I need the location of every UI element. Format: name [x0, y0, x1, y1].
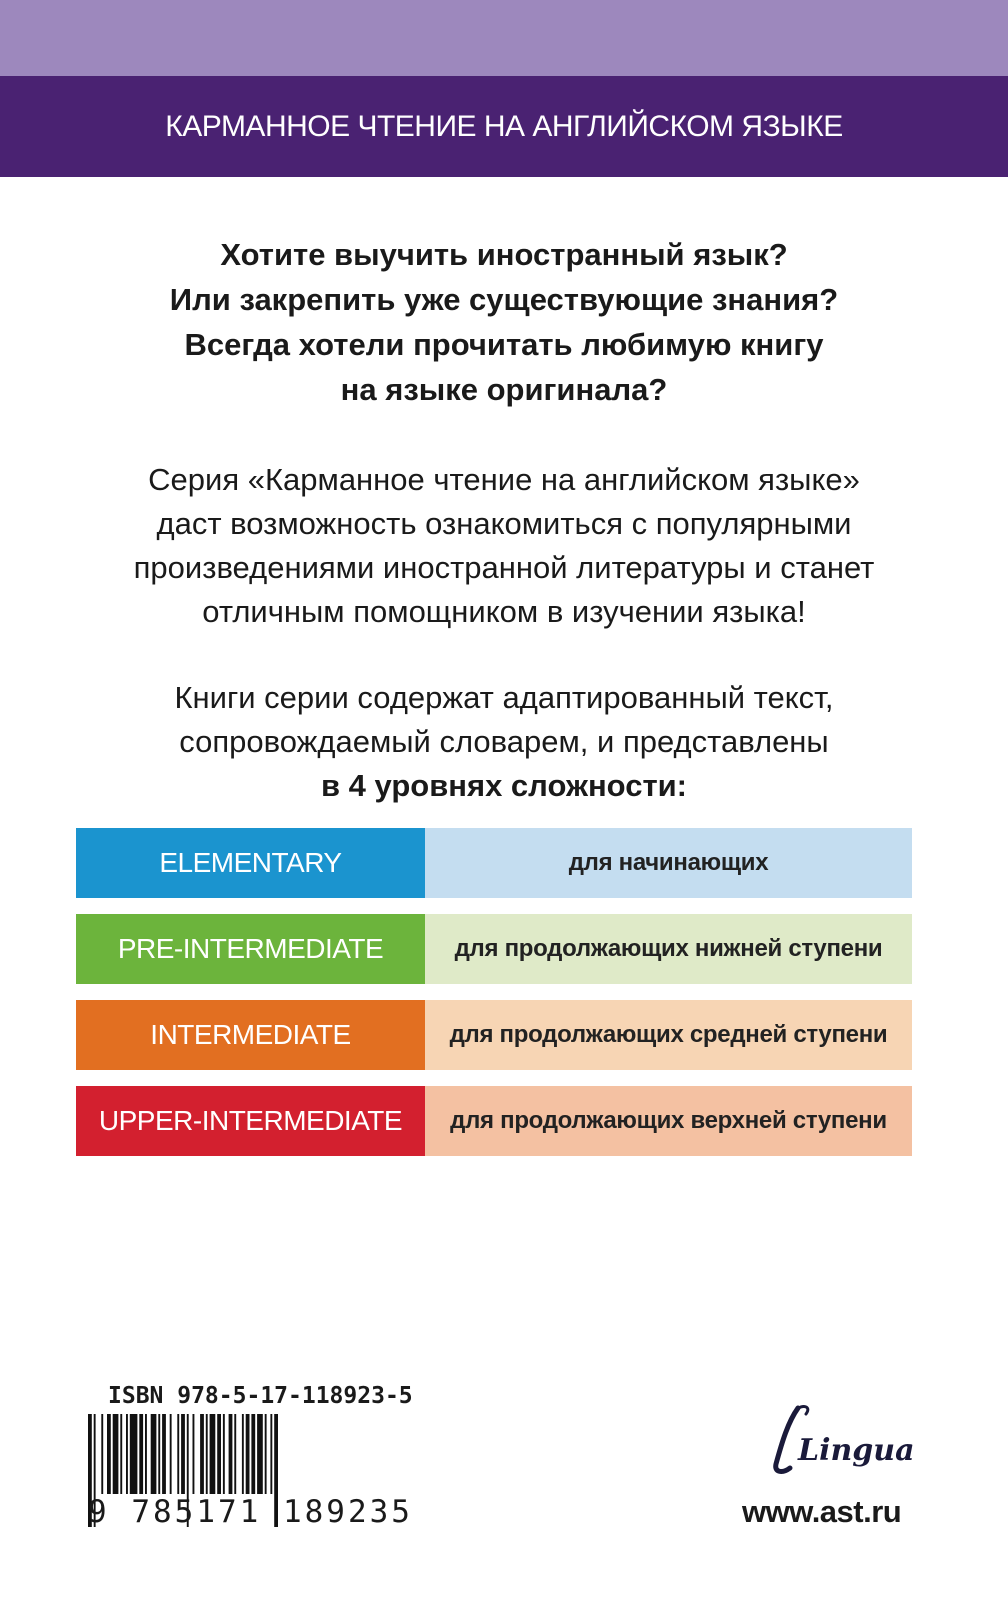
barcode-bar [130, 1414, 138, 1494]
barcode-bar [229, 1414, 233, 1494]
description-line: произведениями иностранной литературы и станет [133, 550, 875, 585]
description-line: Серия «Карманное чтение на английском языке» [148, 462, 860, 497]
question-line: на языке оригинала? [340, 372, 668, 407]
barcode-bar [113, 1414, 119, 1494]
question-line: Или закрепить уже существующие знания? [169, 282, 839, 317]
level-row-pre-intermediate [76, 914, 912, 984]
barcode-bar [210, 1414, 216, 1494]
level-description: для продолжающих средней ступени [425, 1000, 912, 1070]
barcode-bar [107, 1414, 111, 1494]
barcode-bar [242, 1414, 244, 1494]
publisher-logo [768, 1402, 915, 1482]
levels-table [76, 828, 912, 1172]
level-row-elementary [76, 828, 912, 898]
levels-intro [0, 676, 1008, 808]
barcode-bar [217, 1414, 221, 1494]
level-name: ELEMENTARY [76, 828, 425, 898]
barcode-bar [145, 1414, 147, 1494]
barcode-bar [120, 1414, 122, 1494]
barcode-bar [234, 1414, 236, 1494]
top-stripe [0, 0, 1008, 76]
levels-intro-line: сопровождаемый словарем, и представлены [179, 724, 829, 759]
level-description: для продолжающих нижней ступени [425, 914, 912, 984]
description-line: даст возможность ознакомиться с популярными [156, 506, 852, 541]
barcode-bar [193, 1414, 195, 1494]
level-description: для начинающих [425, 828, 912, 898]
barcode-bar [170, 1414, 172, 1494]
series-band [0, 76, 1008, 177]
barcode-bar [223, 1414, 225, 1494]
levels-intro-line: в 4 уровнях сложности: [320, 768, 688, 803]
series-title: КАРМАННОЕ ЧТЕНИЕ НА АНГЛИЙСКОМ ЯЗЫКЕ [165, 109, 843, 143]
description-line: отличным помощником в изучении языка! [202, 594, 806, 629]
barcode-bar [251, 1414, 255, 1494]
publisher-logo-text: Lingua [798, 1433, 915, 1468]
level-name: PRE-INTERMEDIATE [76, 914, 425, 984]
barcode-bar [162, 1414, 166, 1494]
barcode-bar [206, 1414, 208, 1494]
barcode-bar [257, 1414, 263, 1494]
barcode-bar [265, 1414, 267, 1494]
levels-intro-line: Книги серии содержат адаптированный текст, [174, 680, 834, 715]
question-line: Хотите выучить иностранный язык? [220, 237, 788, 272]
barcode-bar [139, 1414, 143, 1494]
barcode-bar [101, 1414, 103, 1494]
series-description [0, 458, 1008, 634]
barcode-bar [246, 1414, 250, 1494]
level-name: UPPER-INTERMEDIATE [76, 1086, 425, 1156]
isbn-number: ISBN 978-5-17-118923-5 [108, 1383, 413, 1409]
level-row-upper-intermediate [76, 1086, 912, 1156]
barcode-digits: 9 785171 189235 [88, 1494, 413, 1530]
barcode-bar [181, 1414, 185, 1494]
level-name: INTERMEDIATE [76, 1000, 425, 1070]
barcode-bar [270, 1414, 272, 1494]
barcode-bar [158, 1414, 160, 1494]
website-url: www.ast.ru [742, 1494, 902, 1529]
level-row-intermediate [76, 1000, 912, 1070]
level-description: для продолжающих верхней ступени [425, 1086, 912, 1156]
barcode-bar [177, 1414, 179, 1494]
barcode-bar [126, 1414, 128, 1494]
question-line: Всегда хотели прочитать любимую книгу [184, 327, 824, 362]
barcode-bar [151, 1414, 157, 1494]
barcode-bar [200, 1414, 204, 1494]
intro-questions [0, 232, 1008, 412]
